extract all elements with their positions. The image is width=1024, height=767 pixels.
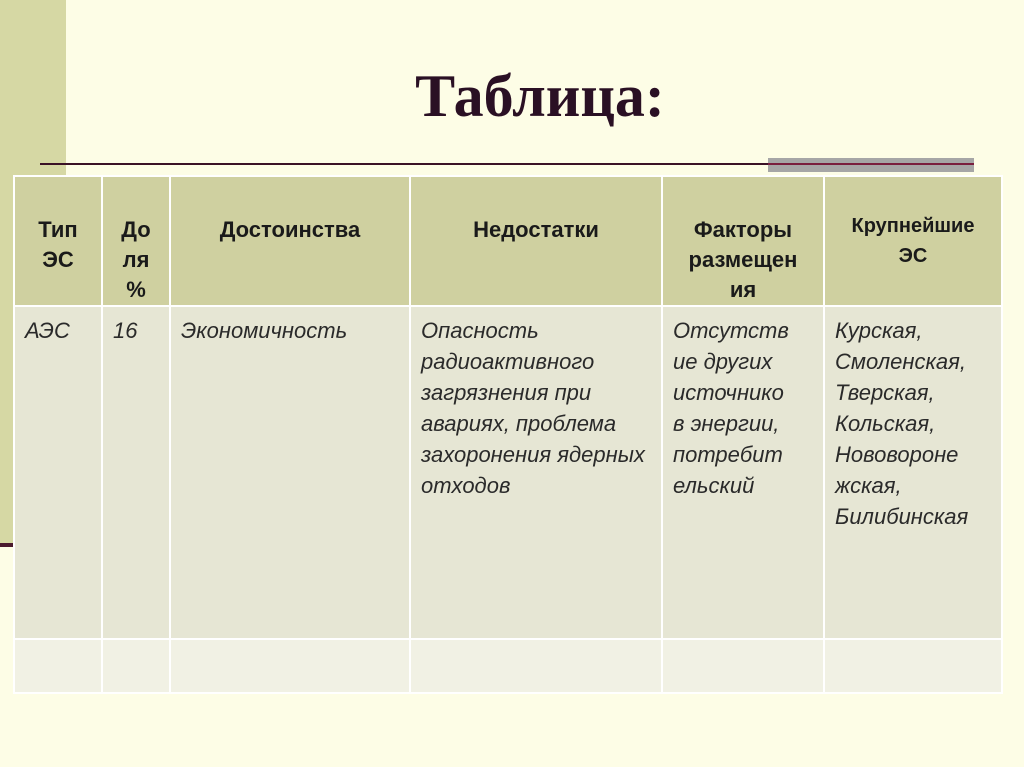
table-header-row [14,176,1002,306]
empty-cell [102,639,170,693]
table-row [14,306,1002,639]
stripe-tick [0,543,14,547]
cell-largest: Курская, Смоленская, Тверская, Кольская, Нововороне жская, Билибинская [824,306,1002,639]
empty-cell [14,639,102,693]
header-largest: Крупнейшие ЭС [824,176,1002,306]
header-factors: Факторы размещен ия [662,176,824,306]
empty-cell [410,639,662,693]
empty-cell [170,639,410,693]
header-advantages: Достоинства [170,176,410,306]
header-share: До ля % [102,176,170,306]
power-plants-table [13,175,1003,694]
cell-disadvantages: Опасность радиоактивного загрязнения при авариях, проблема захоронения ядерных отходов [410,306,662,639]
empty-cell [662,639,824,693]
slide-title: Таблица: [415,63,665,129]
decorative-grey-bar [768,158,974,172]
cell-factors: Отсутств ие других источнико в энергии, потребит ельский [662,306,824,639]
header-type: Тип ЭС [14,176,102,306]
cell-type: АЭС [14,306,102,639]
empty-cell [824,639,1002,693]
cell-share: 16 [102,306,170,639]
header-disadvantages: Недостатки [410,176,662,306]
cell-advantages: Экономичность [170,306,410,639]
grey-bar-line [768,163,974,165]
table-row-empty [14,639,1002,693]
